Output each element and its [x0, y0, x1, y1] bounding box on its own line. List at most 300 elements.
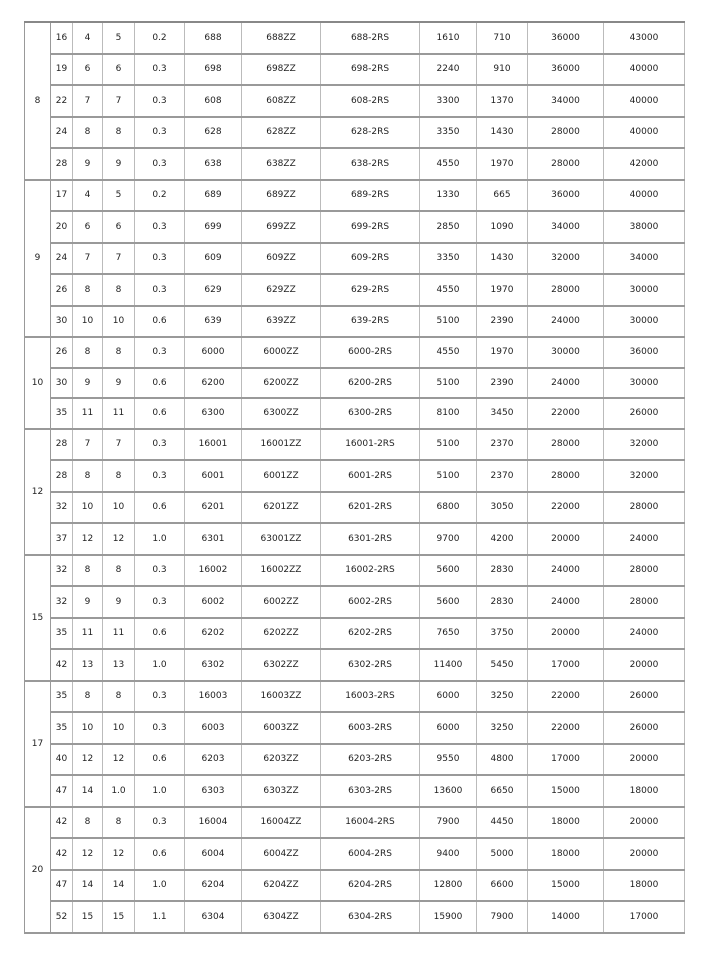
table-cell: 6201-2RS: [321, 492, 420, 524]
table-cell: 9: [73, 368, 103, 399]
table-cell: 6304: [185, 901, 242, 933]
table-row: [25, 398, 685, 429]
table-cell: 13: [103, 649, 135, 681]
table-cell: 28000: [528, 460, 604, 492]
table-cell: 7650: [420, 618, 477, 650]
table-cell: 34000: [528, 211, 604, 243]
table-cell: 6004-2RS: [321, 838, 420, 870]
table-cell: 16001: [185, 429, 242, 461]
table-cell: 35: [51, 712, 73, 744]
table-cell: 24000: [604, 523, 685, 555]
table-cell: 0.2: [135, 180, 185, 212]
table-cell: 30000: [604, 306, 685, 338]
table-cell: 9: [103, 368, 135, 399]
table-cell: 3250: [477, 712, 528, 744]
table-cell: 6203: [185, 744, 242, 776]
table-row: [25, 368, 685, 399]
table-cell: 6003ZZ: [242, 712, 321, 744]
table-cell: 6204ZZ: [242, 870, 321, 902]
table-cell: 5100: [420, 306, 477, 338]
table-cell: 28000: [528, 117, 604, 149]
table-cell: 1.0: [135, 775, 185, 807]
table-cell: 8: [73, 337, 103, 368]
table-cell: 0.3: [135, 460, 185, 492]
table-cell: 699: [185, 211, 242, 243]
table-cell: 8: [103, 117, 135, 149]
table-cell: 42: [51, 807, 73, 839]
table-cell: 628ZZ: [242, 117, 321, 149]
table-cell: 5600: [420, 586, 477, 618]
table-body: [25, 22, 685, 933]
table-cell: 12800: [420, 870, 477, 902]
table-cell: 0.3: [135, 85, 185, 117]
table-cell: 18000: [528, 838, 604, 870]
table-cell: 6003: [185, 712, 242, 744]
table-cell: 0.6: [135, 398, 185, 429]
table-cell: 35: [51, 398, 73, 429]
table-cell: 5100: [420, 460, 477, 492]
table-cell: 20000: [604, 838, 685, 870]
table-cell: 40000: [604, 54, 685, 86]
table-cell: 7: [103, 429, 135, 461]
table-cell: 4200: [477, 523, 528, 555]
table-cell: 6202: [185, 618, 242, 650]
table-cell: 609: [185, 243, 242, 275]
table-cell: 12: [103, 744, 135, 776]
table-cell: 14: [103, 870, 135, 902]
table-cell: 1090: [477, 211, 528, 243]
table-cell: 6300: [185, 398, 242, 429]
table-cell: 17000: [528, 744, 604, 776]
table-cell: 0.3: [135, 807, 185, 839]
table-cell: 1970: [477, 148, 528, 180]
table-cell: 12: [73, 744, 103, 776]
table-cell: 0.6: [135, 492, 185, 524]
table-cell: 26000: [604, 681, 685, 713]
table-cell: 37: [51, 523, 73, 555]
table-cell: 6001-2RS: [321, 460, 420, 492]
table-cell: 6303: [185, 775, 242, 807]
table-cell: 26: [51, 337, 73, 368]
table-cell: 26: [51, 274, 73, 306]
table-cell: 15900: [420, 901, 477, 933]
table-cell: 6600: [477, 870, 528, 902]
table-cell: 30: [51, 306, 73, 338]
table-cell: 4450: [477, 807, 528, 839]
table-cell: 609ZZ: [242, 243, 321, 275]
table-cell: 20000: [604, 807, 685, 839]
table-cell: 22000: [528, 712, 604, 744]
table-cell: 8: [103, 555, 135, 587]
table-cell: 6204: [185, 870, 242, 902]
table-cell: 4550: [420, 148, 477, 180]
bore-diameter-cell: [25, 555, 51, 681]
table-cell: 9: [73, 586, 103, 618]
table-row: [25, 274, 685, 306]
table-cell: 4: [73, 22, 103, 54]
table-cell: 40000: [604, 85, 685, 117]
table-row: [25, 775, 685, 807]
table-cell: 6002: [185, 586, 242, 618]
table-cell: 6302ZZ: [242, 649, 321, 681]
table-cell: 28000: [528, 148, 604, 180]
bore-diameter-cell: [25, 681, 51, 807]
table-row: [25, 523, 685, 555]
table-cell: 16002: [185, 555, 242, 587]
table-cell: 6002ZZ: [242, 586, 321, 618]
table-cell: 639: [185, 306, 242, 338]
table-cell: 30000: [604, 368, 685, 399]
table-cell: 6201: [185, 492, 242, 524]
table-row: [25, 337, 685, 368]
table-cell: 20000: [528, 523, 604, 555]
table-cell: 629ZZ: [242, 274, 321, 306]
table-cell: 0.6: [135, 838, 185, 870]
table-cell: 18000: [604, 870, 685, 902]
table-row: [25, 54, 685, 86]
table-cell: 0.6: [135, 368, 185, 399]
table-row: [25, 22, 685, 54]
table-row: [25, 807, 685, 839]
table-cell: 2370: [477, 460, 528, 492]
table-cell: 910: [477, 54, 528, 86]
table-cell: 12: [103, 523, 135, 555]
table-cell: 16003-2RS: [321, 681, 420, 713]
table-cell: 9: [103, 586, 135, 618]
table-cell: 6302-2RS: [321, 649, 420, 681]
table-row: [25, 870, 685, 902]
table-cell: 22000: [528, 681, 604, 713]
table-cell: 4: [73, 180, 103, 212]
table-cell: 34000: [528, 85, 604, 117]
table-cell: 28: [51, 148, 73, 180]
table-cell: 6203-2RS: [321, 744, 420, 776]
table-row: [25, 555, 685, 587]
table-cell: 688: [185, 22, 242, 54]
table-cell: 5: [103, 180, 135, 212]
table-cell: 36000: [528, 54, 604, 86]
table-cell: 6003-2RS: [321, 712, 420, 744]
table-cell: 4800: [477, 744, 528, 776]
table-cell: 1970: [477, 337, 528, 368]
table-cell: 1.0: [135, 523, 185, 555]
table-cell: 15000: [528, 870, 604, 902]
table-row: [25, 586, 685, 618]
table-cell: 24: [51, 243, 73, 275]
table-cell: 0.3: [135, 243, 185, 275]
table-cell: 6000-2RS: [321, 337, 420, 368]
table-cell: 6202-2RS: [321, 618, 420, 650]
table-cell: 32: [51, 555, 73, 587]
table-cell: 6202ZZ: [242, 618, 321, 650]
table-cell: 8: [103, 274, 135, 306]
table-cell: 0.3: [135, 274, 185, 306]
table-cell: 8: [103, 460, 135, 492]
table-cell: 6: [103, 54, 135, 86]
table-cell: 11400: [420, 649, 477, 681]
bore-diameter-cell: [25, 22, 51, 180]
table-cell: 4550: [420, 337, 477, 368]
table-row: [25, 148, 685, 180]
table-cell: 24000: [528, 306, 604, 338]
table-cell: 7: [73, 243, 103, 275]
table-cell: 11: [73, 618, 103, 650]
table-cell: 40000: [604, 180, 685, 212]
table-cell: 24000: [528, 586, 604, 618]
table-cell: 6304ZZ: [242, 901, 321, 933]
table-cell: 0.6: [135, 618, 185, 650]
table-cell: 7900: [477, 901, 528, 933]
table-cell: 40000: [604, 117, 685, 149]
table-row: [25, 117, 685, 149]
table-cell: 43000: [604, 22, 685, 54]
table-cell: 2390: [477, 368, 528, 399]
table-cell: 16001ZZ: [242, 429, 321, 461]
table-cell: 9700: [420, 523, 477, 555]
table-cell: 3450: [477, 398, 528, 429]
table-cell: 1610: [420, 22, 477, 54]
table-cell: 40: [51, 744, 73, 776]
table-cell: 6: [73, 54, 103, 86]
table-cell: 0.6: [135, 306, 185, 338]
table-cell: 0.3: [135, 117, 185, 149]
table-cell: 36000: [604, 337, 685, 368]
table-cell: 16003ZZ: [242, 681, 321, 713]
table-cell: 698ZZ: [242, 54, 321, 86]
table-row: [25, 838, 685, 870]
table-cell: 608-2RS: [321, 85, 420, 117]
table-row: [25, 492, 685, 524]
table-cell: 15: [73, 901, 103, 933]
table-cell: 1370: [477, 85, 528, 117]
table-cell: 17: [51, 180, 73, 212]
table-cell: 10: [73, 306, 103, 338]
table-cell: 5100: [420, 368, 477, 399]
table-cell: 22: [51, 85, 73, 117]
table-cell: 22000: [528, 492, 604, 524]
table-cell: 11: [103, 618, 135, 650]
table-cell: 16002ZZ: [242, 555, 321, 587]
table-cell: 3300: [420, 85, 477, 117]
table-cell: 28: [51, 460, 73, 492]
table-cell: 16004ZZ: [242, 807, 321, 839]
table-cell: 10: [73, 712, 103, 744]
table-cell: 9: [103, 148, 135, 180]
table-cell: 689-2RS: [321, 180, 420, 212]
table-cell: 698: [185, 54, 242, 86]
table-cell: 688-2RS: [321, 22, 420, 54]
table-cell: 6200: [185, 368, 242, 399]
table-cell: 638-2RS: [321, 148, 420, 180]
bore-diameter-value: 15: [31, 612, 44, 623]
table-cell: 638: [185, 148, 242, 180]
bore-diameter-value: 17: [31, 738, 44, 749]
table-cell: 6001ZZ: [242, 460, 321, 492]
table-cell: 608ZZ: [242, 85, 321, 117]
table-cell: 24000: [528, 368, 604, 399]
table-cell: 10: [73, 492, 103, 524]
bore-diameter-value: 8: [34, 95, 41, 106]
table-cell: 47: [51, 775, 73, 807]
table-cell: 28000: [528, 274, 604, 306]
table-cell: 28000: [604, 586, 685, 618]
table-cell: 2390: [477, 306, 528, 338]
table-cell: 28000: [528, 429, 604, 461]
table-cell: 8: [73, 274, 103, 306]
table-cell: 30000: [604, 274, 685, 306]
table-cell: 0.3: [135, 681, 185, 713]
table-cell: 36000: [528, 180, 604, 212]
table-cell: 32: [51, 586, 73, 618]
table-cell: 16002-2RS: [321, 555, 420, 587]
table-cell: 0.3: [135, 712, 185, 744]
table-cell: 18000: [528, 807, 604, 839]
table-cell: 20000: [528, 618, 604, 650]
table-cell: 1.0: [103, 775, 135, 807]
table-cell: 3250: [477, 681, 528, 713]
table-cell: 6001: [185, 460, 242, 492]
table-cell: 0.3: [135, 54, 185, 86]
table-cell: 698-2RS: [321, 54, 420, 86]
table-row: [25, 618, 685, 650]
table-cell: 17000: [604, 901, 685, 933]
table-cell: 19: [51, 54, 73, 86]
table-row: [25, 681, 685, 713]
table-cell: 10: [103, 306, 135, 338]
table-cell: 47: [51, 870, 73, 902]
table-cell: 14: [73, 775, 103, 807]
table-cell: 6300ZZ: [242, 398, 321, 429]
table-cell: 35: [51, 681, 73, 713]
table-cell: 6200ZZ: [242, 368, 321, 399]
table-cell: 710: [477, 22, 528, 54]
table-cell: 13: [73, 649, 103, 681]
table-cell: 42: [51, 838, 73, 870]
bore-diameter-value: 20: [31, 864, 44, 875]
table-cell: 38000: [604, 211, 685, 243]
table-cell: 6203ZZ: [242, 744, 321, 776]
table-cell: 2850: [420, 211, 477, 243]
table-cell: 12: [73, 523, 103, 555]
table-row: [25, 85, 685, 117]
table-cell: 18000: [604, 775, 685, 807]
table-cell: 0.3: [135, 148, 185, 180]
table-cell: 24000: [604, 618, 685, 650]
table-cell: 6800: [420, 492, 477, 524]
table-row: [25, 744, 685, 776]
bore-diameter-cell: [25, 337, 51, 429]
table-row: [25, 460, 685, 492]
table-cell: 6004: [185, 838, 242, 870]
table-cell: 1430: [477, 117, 528, 149]
table-cell: 26000: [604, 712, 685, 744]
table-cell: 30000: [528, 337, 604, 368]
table-cell: 699-2RS: [321, 211, 420, 243]
table-cell: 6303ZZ: [242, 775, 321, 807]
table-cell: 6301: [185, 523, 242, 555]
table-cell: 22000: [528, 398, 604, 429]
table-cell: 638ZZ: [242, 148, 321, 180]
table-cell: 2240: [420, 54, 477, 86]
table-cell: 7: [73, 85, 103, 117]
table-cell: 10: [103, 712, 135, 744]
table-cell: 639-2RS: [321, 306, 420, 338]
table-row: [25, 429, 685, 461]
table-cell: 4550: [420, 274, 477, 306]
table-cell: 15000: [528, 775, 604, 807]
table-cell: 30: [51, 368, 73, 399]
table-cell: 628-2RS: [321, 117, 420, 149]
table-cell: 17000: [528, 649, 604, 681]
table-cell: 14: [73, 870, 103, 902]
table-cell: 5600: [420, 555, 477, 587]
table-cell: 7: [73, 429, 103, 461]
table-row: [25, 901, 685, 933]
table-cell: 699ZZ: [242, 211, 321, 243]
table-cell: 28000: [604, 492, 685, 524]
table-row: [25, 306, 685, 338]
table-cell: 8: [103, 681, 135, 713]
table-cell: 639ZZ: [242, 306, 321, 338]
table-cell: 42000: [604, 148, 685, 180]
table-cell: 8: [73, 117, 103, 149]
table-cell: 6303-2RS: [321, 775, 420, 807]
table-cell: 24000: [528, 555, 604, 587]
bore-diameter-value: 12: [31, 486, 44, 497]
table-cell: 13600: [420, 775, 477, 807]
table-cell: 5100: [420, 429, 477, 461]
table-cell: 8: [73, 460, 103, 492]
table-cell: 1.0: [135, 870, 185, 902]
table-cell: 16: [51, 22, 73, 54]
table-cell: 7900: [420, 807, 477, 839]
table-cell: 9: [73, 148, 103, 180]
table-cell: 6304-2RS: [321, 901, 420, 933]
table-cell: 689ZZ: [242, 180, 321, 212]
table-cell: 3350: [420, 117, 477, 149]
table-cell: 1.1: [135, 901, 185, 933]
table-cell: 32000: [604, 429, 685, 461]
table-cell: 609-2RS: [321, 243, 420, 275]
table-cell: 8: [73, 681, 103, 713]
table-cell: 0.6: [135, 744, 185, 776]
table-cell: 6002-2RS: [321, 586, 420, 618]
table-cell: 6300-2RS: [321, 398, 420, 429]
table-cell: 0.3: [135, 211, 185, 243]
table-cell: 35: [51, 618, 73, 650]
table-cell: 1330: [420, 180, 477, 212]
table-cell: 34000: [604, 243, 685, 275]
bore-diameter-cell: [25, 807, 51, 933]
table-cell: 3350: [420, 243, 477, 275]
table-cell: 12: [103, 838, 135, 870]
table-cell: 6650: [477, 775, 528, 807]
table-cell: 1430: [477, 243, 528, 275]
table-cell: 8: [73, 807, 103, 839]
table-cell: 0.2: [135, 22, 185, 54]
table-cell: 0.3: [135, 586, 185, 618]
table-cell: 16003: [185, 681, 242, 713]
table-cell: 5450: [477, 649, 528, 681]
table-cell: 1970: [477, 274, 528, 306]
table-cell: 6000: [185, 337, 242, 368]
table-cell: 2830: [477, 555, 528, 587]
table-cell: 6301-2RS: [321, 523, 420, 555]
table-cell: 6000ZZ: [242, 337, 321, 368]
table-cell: 14000: [528, 901, 604, 933]
table-cell: 20000: [604, 744, 685, 776]
table-cell: 52: [51, 901, 73, 933]
